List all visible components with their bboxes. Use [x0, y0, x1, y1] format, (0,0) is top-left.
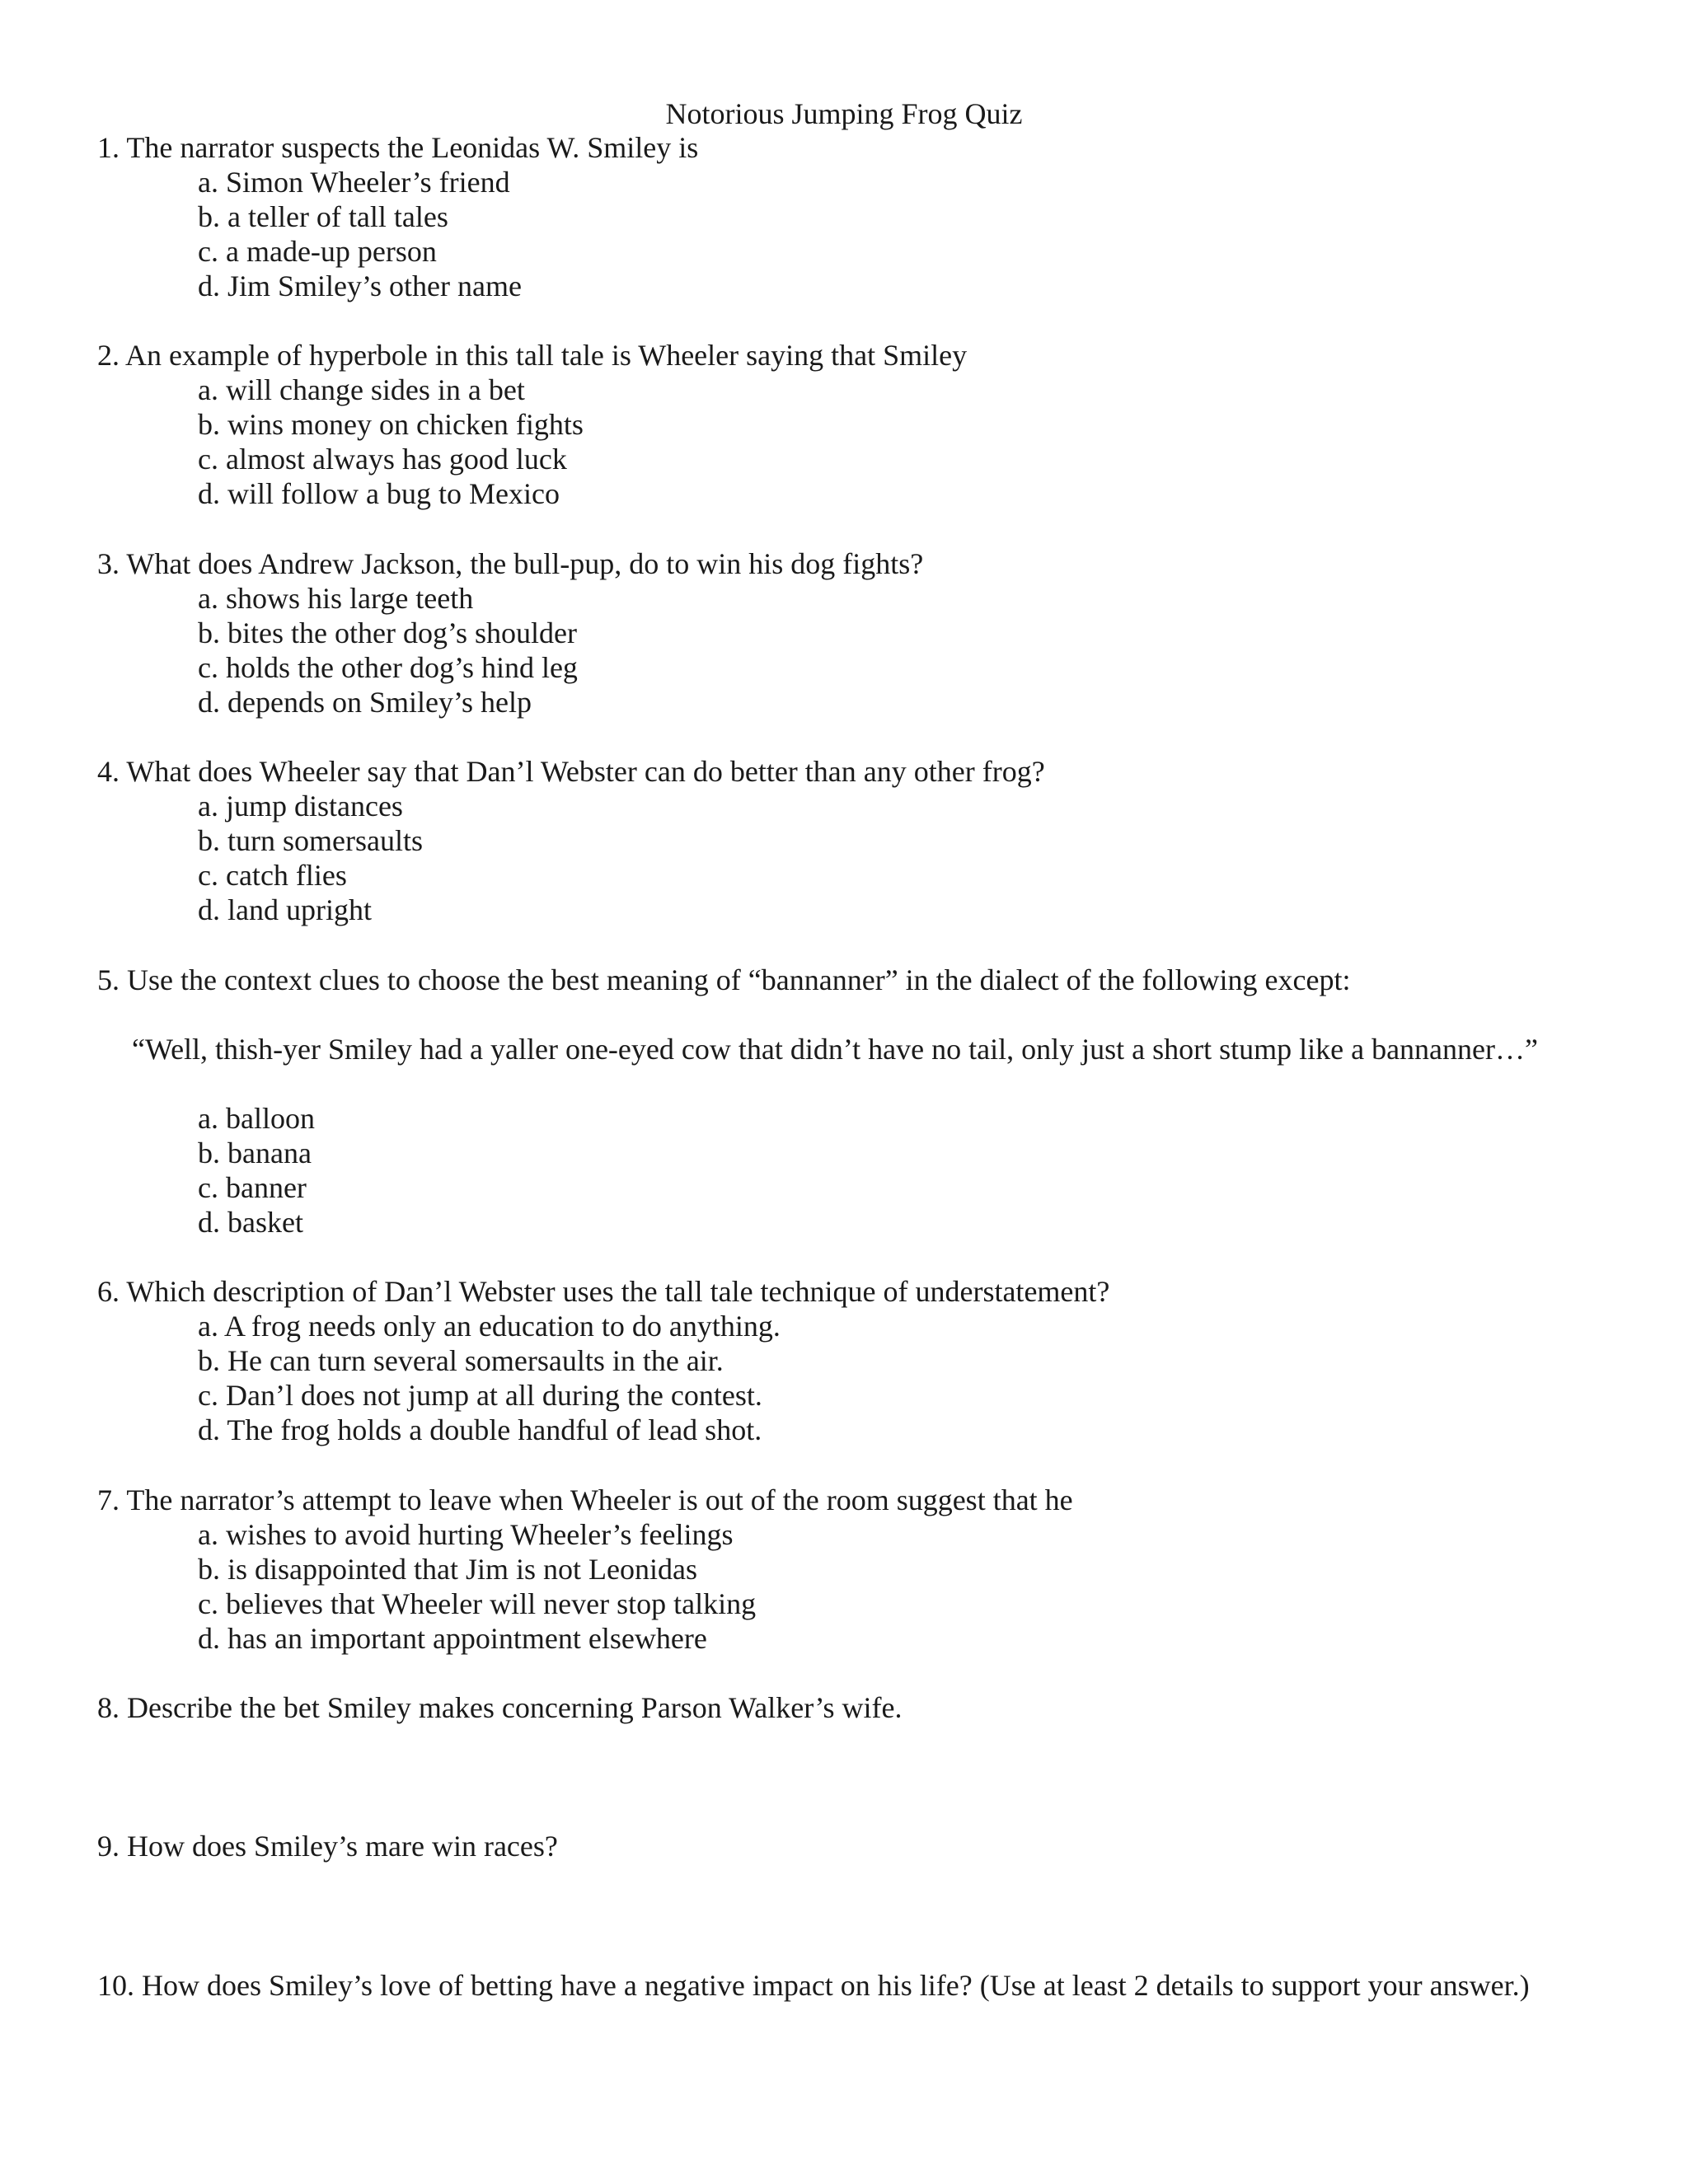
question-5-options	[198, 1101, 315, 1240]
option-c: c. a made-up person	[198, 235, 437, 268]
question-1: 1. The narrator suspects the Leonidas W. Smiley is	[97, 131, 699, 164]
option-a: a. shows his large teeth	[198, 582, 474, 615]
option-c: c. banner	[198, 1171, 307, 1204]
option-a: a. will change sides in a bet	[198, 373, 525, 406]
question-6-options	[198, 1309, 781, 1447]
option-b: b. banana	[198, 1137, 312, 1169]
option-b: b. bites the other dog’s shoulder	[198, 616, 577, 649]
option-b: b. He can turn several somersaults in the air.	[198, 1344, 724, 1377]
option-d: d. depends on Smiley’s help	[198, 686, 532, 719]
question-1-options	[198, 165, 522, 303]
option-c: c. believes that Wheeler will never stop talking	[198, 1587, 757, 1620]
option-c: c. almost always has good luck	[198, 443, 567, 476]
question-7-options	[198, 1517, 756, 1656]
option-a: a. A frog needs only an education to do anything.	[198, 1310, 781, 1343]
option-d: d. The frog holds a double handful of lead shot.	[198, 1413, 762, 1446]
option-d: d. basket	[198, 1206, 303, 1239]
question-6: 6. Which description of Dan’l Webster uses the tall tale technique of understatement?	[97, 1275, 1110, 1308]
option-d: d. will follow a bug to Mexico	[198, 477, 560, 510]
question-4: 4. What does Wheeler say that Dan’l Webster can do better than any other frog?	[97, 755, 1045, 788]
option-c: c. catch flies	[198, 859, 347, 892]
question-7: 7. The narrator’s attempt to leave when Wheeler is out of the room suggest that he	[97, 1483, 1073, 1516]
dialect-quote: “Well, thish-yer Smiley had a yaller one-eyed cow that didn’t have no tail, only just a short stump like a bannanner…”	[132, 1033, 1538, 1066]
page-title: Notorious Jumping Frog Quiz	[665, 97, 1023, 130]
option-b: b. a teller of tall tales	[198, 200, 448, 233]
option-b: b. wins money on chicken fights	[198, 408, 584, 441]
option-b: b. is disappointed that Jim is not Leonidas	[198, 1553, 697, 1586]
option-c: c. Dan’l does not jump at all during the contest.	[198, 1379, 762, 1412]
option-a: a. wishes to avoid hurting Wheeler’s feelings	[198, 1518, 734, 1551]
option-d: d. Jim Smiley’s other name	[198, 269, 522, 302]
option-d: d. has an important appointment elsewhere	[198, 1622, 707, 1655]
option-b: b. turn somersaults	[198, 824, 423, 857]
question-2: 2. An example of hyperbole in this tall tale is Wheeler saying that Smiley	[97, 339, 968, 372]
option-a: a. Simon Wheeler’s friend	[198, 166, 510, 199]
question-9: 9. How does Smiley’s mare win races?	[97, 1830, 558, 1863]
option-a: a. jump distances	[198, 790, 403, 823]
question-3-options	[198, 581, 578, 719]
question-10: 10. How does Smiley’s love of betting have a negative impact on his life? (Use at least 2 details to support your answer.)	[97, 1969, 1530, 2002]
question-5: 5. Use the context clues to choose the best meaning of “bannanner” in the dialect of the following except:	[97, 963, 1351, 996]
question-2-options	[198, 373, 584, 511]
option-c: c. holds the other dog’s hind leg	[198, 651, 578, 684]
question-3: 3. What does Andrew Jackson, the bull-pup, do to win his dog fights?	[97, 547, 924, 580]
option-d: d. land upright	[198, 893, 372, 926]
question-8: 8. Describe the bet Smiley makes concerning Parson Walker’s wife.	[97, 1691, 903, 1724]
question-4-options	[198, 789, 423, 927]
option-a: a. balloon	[198, 1102, 315, 1135]
